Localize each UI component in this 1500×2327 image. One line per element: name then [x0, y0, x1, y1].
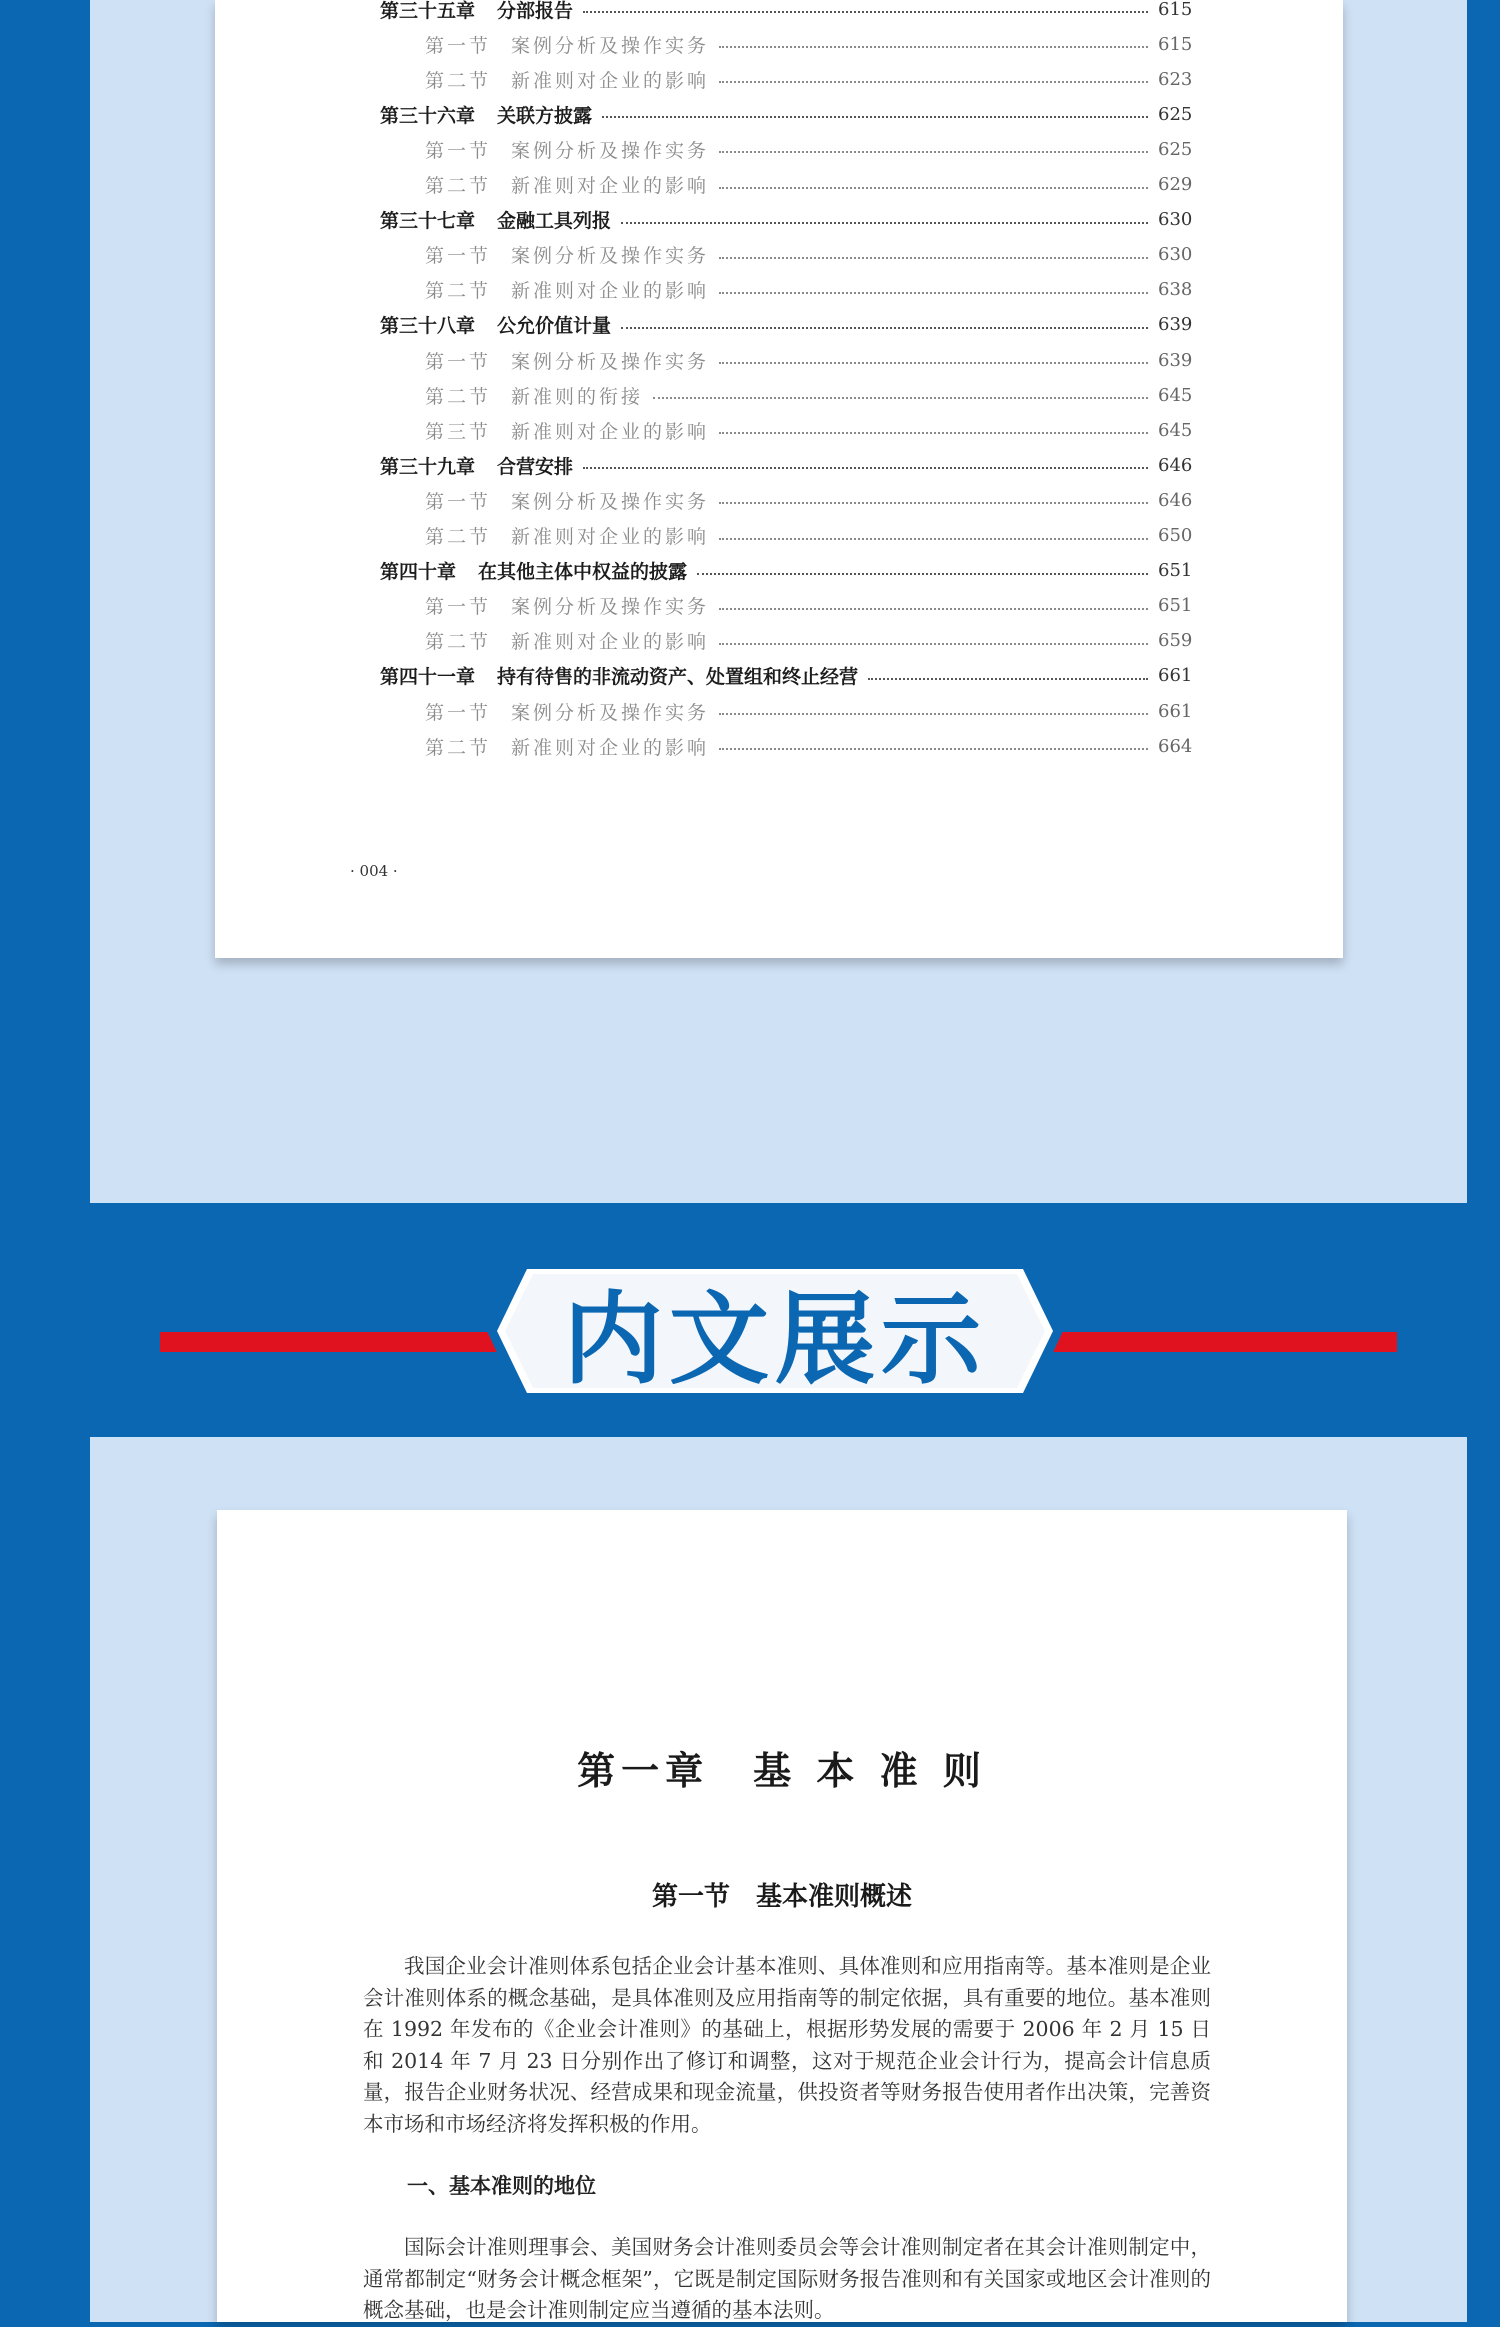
- toc-entry-label: 第一节: [425, 34, 492, 57]
- toc-chapter-entry: [380, 205, 1193, 235]
- toc-section-entry: [425, 170, 1193, 200]
- toc-leader-dots: [719, 257, 1148, 259]
- toc-section-entry: [425, 521, 1193, 551]
- toc-entry-label: 第三十八章: [380, 315, 476, 338]
- toc-entry-title: 新准则对企业的影响: [511, 280, 710, 303]
- toc-entry-label: 第三节: [425, 420, 492, 443]
- toc-section-entry: [425, 345, 1193, 375]
- toc-entry-heading: [425, 66, 709, 93]
- toc-section-entry: [425, 380, 1193, 410]
- toc-entry-heading: [380, 311, 611, 338]
- toc-entry-title: 关联方披露: [497, 104, 593, 127]
- toc-entry-label: 第二节: [425, 280, 492, 303]
- body-paragraph: 国际会计准则理事会、美国财务会计准则委员会等会计准则制定者在其会计准则制定中，通常都制定“财务会计概念框架”，它既是制定国际财务报告准则和有关国家或地区会计准则的概念基础，也是会计准则制定应当遵循的基本法则。: [363, 2235, 1211, 2322]
- toc-page-number: 645: [1158, 384, 1193, 406]
- toc-entry-title: 合营安排: [497, 455, 574, 478]
- toc-entry-label: 第一节: [425, 490, 492, 513]
- toc-leader-dots: [719, 713, 1148, 715]
- banner-right-red-line: [1050, 1332, 1397, 1352]
- toc-section-entry: [425, 275, 1193, 305]
- toc-section-entry: [425, 134, 1193, 164]
- toc-entry-title: 新准则的衔接: [511, 385, 644, 408]
- toc-entry-heading: [380, 557, 687, 584]
- toc-entry-label: 第二节: [425, 69, 492, 92]
- toc-section-entry: [425, 696, 1193, 726]
- toc-entry-heading: [380, 0, 573, 23]
- banner-title: 内文展示: [563, 1281, 987, 1398]
- toc-leader-dots: [719, 81, 1148, 83]
- toc-entry-label: 第二节: [425, 385, 492, 408]
- page-number: · 004 ·: [350, 862, 398, 880]
- toc-page-number: 664: [1158, 735, 1193, 757]
- toc-section-entry: [425, 29, 1193, 59]
- toc-leader-dots: [868, 678, 1148, 680]
- toc-entry-title: 新准则对企业的影响: [511, 175, 710, 197]
- toc-leader-dots: [602, 116, 1148, 118]
- toc-entry-title: 案例分析及操作实务: [511, 350, 710, 373]
- toc-leader-dots: [719, 187, 1148, 189]
- toc-page-number: 630: [1158, 244, 1193, 266]
- toc-leader-dots: [621, 222, 1148, 224]
- toc-entry-label: 第四十一章: [380, 666, 476, 689]
- toc-entry-label: 第二节: [425, 526, 492, 548]
- toc-entry-label: 第一节: [425, 596, 492, 619]
- toc-page-number: 623: [1158, 68, 1193, 90]
- toc-page-number: 659: [1158, 630, 1193, 652]
- toc-entry-heading: [425, 627, 709, 654]
- toc-leader-dots: [653, 397, 1148, 399]
- toc-page-number: 625: [1158, 103, 1193, 125]
- toc-entry-title: 案例分析及操作实务: [511, 701, 710, 724]
- banner-left-red-line: [160, 1332, 500, 1352]
- toc-entry-label: 第二节: [425, 631, 492, 654]
- toc-entry-heading: [425, 487, 709, 514]
- toc-page-number: 639: [1158, 314, 1193, 336]
- toc-entry-label: 第二节: [425, 736, 492, 759]
- toc-page-number: 615: [1158, 0, 1193, 20]
- toc-section-entry: [425, 415, 1193, 445]
- toc-entry-heading: [425, 31, 709, 58]
- toc-page-number: 651: [1158, 560, 1193, 582]
- toc-leader-dots: [719, 608, 1148, 610]
- toc-entry-label: 第三十六章: [380, 104, 476, 127]
- toc-entry-heading: [380, 452, 573, 479]
- body-paragraph: 我国企业会计准则体系包括企业会计基本准则、具体准则和应用指南等。基本准则是企业会计准则体系的概念基础，是具体准则及应用指南等的制定依据，具有重要的地位。基本准则在 1992 年发布的《企业会计准则》的基础上，根据形势发展的需要于 2006 年 2 月 15 日和 2014 年 7 月 23 日分别作出了修订和调整，这对于规范企业会计行为，提高会计信息质量，报告企业财务状况、经营成果和现金流量，供投资者等财务报告使用者作出决策，完善资本市场和市场经济将发挥积极的作用。: [363, 1954, 1211, 2136]
- toc-entry-heading: [425, 347, 709, 374]
- toc-page-number: 650: [1158, 525, 1193, 546]
- toc-leader-dots: [719, 643, 1148, 645]
- toc-entry-title: 新准则对企业的影响: [511, 736, 710, 759]
- toc-chapter-entry: [380, 450, 1193, 480]
- toc-entry-heading: [425, 136, 709, 163]
- toc-page-number: 646: [1158, 489, 1193, 511]
- toc-entry-title: 分部报告: [497, 0, 574, 22]
- toc-page-number: 625: [1158, 138, 1193, 160]
- toc-page-number: 638: [1158, 279, 1193, 301]
- toc-entry-label: 第一节: [425, 139, 492, 162]
- toc-entry-heading: [425, 592, 709, 619]
- toc-entry-heading: [425, 522, 709, 549]
- toc-entry-title: 新准则对企业的影响: [511, 526, 710, 548]
- toc-page-number: 639: [1158, 349, 1193, 371]
- toc-leader-dots: [719, 362, 1148, 364]
- toc-entry-title: 金融工具列报: [497, 210, 612, 233]
- toc-entry-heading: [425, 417, 709, 444]
- toc-chapter-entry: [380, 0, 1193, 24]
- toc-entry-label: 第一节: [425, 245, 492, 268]
- toc-entry-heading: [425, 276, 709, 303]
- toc-page-number: 615: [1158, 33, 1193, 55]
- toc-section-entry: [425, 240, 1193, 270]
- toc-leader-dots: [697, 573, 1148, 575]
- chapter-title: 第一章 基 本 准 则: [577, 1748, 987, 1793]
- toc-entry-label: 第一节: [425, 350, 492, 373]
- toc-page-number: 661: [1158, 700, 1193, 722]
- content-page: [217, 1510, 1347, 2322]
- toc-leader-dots: [719, 538, 1148, 540]
- section-title: 第一节 基本准则概述: [651, 1882, 912, 1912]
- toc-entry-title: 案例分析及操作实务: [511, 139, 710, 162]
- toc-page-number: 645: [1158, 419, 1193, 441]
- toc-entry-label: 第四十章: [380, 561, 457, 584]
- toc-page-number: 651: [1158, 595, 1193, 617]
- toc-entry-heading: [380, 206, 611, 233]
- toc-leader-dots: [719, 748, 1148, 750]
- toc-section-entry: [425, 64, 1193, 94]
- toc-entry-label: 第一节: [425, 701, 492, 724]
- toc-entry-heading: [380, 101, 592, 128]
- toc-entry-heading: [425, 382, 643, 409]
- toc-leader-dots: [583, 467, 1148, 469]
- toc-chapter-entry: [380, 99, 1193, 129]
- toc-entry-title: 案例分析及操作实务: [511, 34, 710, 57]
- toc-entry-title: 在其他主体中权益的披露: [478, 561, 688, 584]
- toc-chapter-entry: [380, 310, 1193, 340]
- toc-entry-title: 持有待售的非流动资产、处置组和终止经营: [497, 666, 859, 689]
- toc-leader-dots: [719, 151, 1148, 153]
- toc-entry-heading: [425, 241, 709, 268]
- toc-leader-dots: [621, 327, 1148, 329]
- toc-leader-dots: [719, 46, 1148, 48]
- toc-entry-title: 公允价值计量: [497, 315, 612, 338]
- toc-section-entry: [425, 731, 1193, 761]
- toc-entry-title: 案例分析及操作实务: [511, 596, 710, 619]
- toc-leader-dots: [583, 11, 1148, 13]
- toc-leader-dots: [719, 292, 1148, 294]
- toc-entry-label: 第二节: [425, 175, 492, 197]
- toc-entry-title: 新准则对企业的影响: [511, 69, 710, 92]
- toc-leader-dots: [719, 502, 1148, 504]
- toc-entry-heading: [425, 698, 709, 725]
- toc-entry-title: 新准则对企业的影响: [511, 631, 710, 654]
- toc-entry-heading: [425, 171, 709, 198]
- toc-page-number: 646: [1158, 454, 1193, 476]
- toc-section-entry: [425, 626, 1193, 656]
- toc-page-number: 661: [1158, 665, 1193, 687]
- toc-section-entry: [425, 591, 1193, 621]
- toc-entry-label: 第三十七章: [380, 210, 476, 233]
- toc-entry-title: 案例分析及操作实务: [511, 490, 710, 513]
- toc-entry-title: 案例分析及操作实务: [511, 245, 710, 268]
- subheading: 一、基本准则的地位: [407, 2174, 596, 2198]
- toc-entry-label: 第三十五章: [380, 0, 476, 22]
- toc-entry-heading: [380, 662, 858, 689]
- toc-page-number: 629: [1158, 174, 1193, 195]
- toc-entry-title: 新准则对企业的影响: [511, 420, 710, 443]
- toc-entry-heading: [425, 733, 709, 760]
- toc-entry-label: 第三十九章: [380, 455, 476, 478]
- toc-leader-dots: [719, 432, 1148, 434]
- toc-chapter-entry: [380, 661, 1193, 691]
- toc-section-entry: [425, 485, 1193, 515]
- toc-chapter-entry: [380, 556, 1193, 586]
- toc-page-number: 630: [1158, 209, 1193, 231]
